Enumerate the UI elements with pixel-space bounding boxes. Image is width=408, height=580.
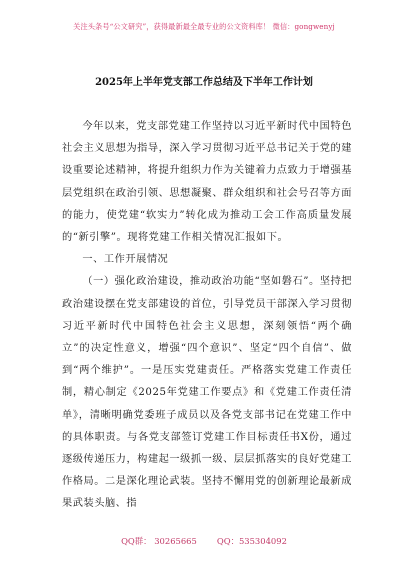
qq-number: QQ：535304092 bbox=[216, 536, 287, 546]
document-body bbox=[62, 116, 352, 516]
intro-paragraph: 今年以来，党支部党建工作坚持以习近平新时代中国特色社会主义思想为指导，深入学习贯彻习近平总书记关于党的建设重要论述精神，将提升组织力作为关键着力点致力于增强基层党组织在政治引领、思想凝聚、群众组织和社会号召等方面的能力，使党建“软实力”转化成为推动工会工作高质量发展的“新引擎”。现将党建工作相关情况汇报如下。 bbox=[62, 121, 352, 244]
body-paragraph: （一）强化政治建设，推动政治功能“坚如磐石”。坚持把政治建设摆在党支部建设的首位，引导党员干部深入学习贯彻习近平新时代中国特色社会主义思想，深刻领悟“两个确立”的决定性意义，增强“四个意识”、坚定“四个自信”、做到“两个维护”。一是压实党建责任。严格落实党建工作责任制，精心制定《2025年党建工作要点》和《党建工作责任清单》，清晰明确党委班子成员以及各党支部书记在党建工作中的具体职责。与各党支部签订党建工作目标责任书X份，通过逐级传递压力，构建起一级抓一级、层层抓落实的良好党建工作格局。二是深化理论武装。坚持不懈用党的创新理论最新成果武装头脑、指 bbox=[62, 276, 352, 510]
qq-group-number: QQ群： 30265665 bbox=[121, 536, 197, 546]
document-title: 2025年上半年党支部工作总结及下半年工作计划 bbox=[95, 77, 313, 88]
footer-contact bbox=[0, 535, 408, 547]
header-promo-note: 关注头条号“公文研究”，获得最新最全最专业的公文资料库！ 微信：gongwenyj bbox=[73, 22, 335, 31]
section-heading: 一、工作开展情况 bbox=[82, 254, 169, 266]
